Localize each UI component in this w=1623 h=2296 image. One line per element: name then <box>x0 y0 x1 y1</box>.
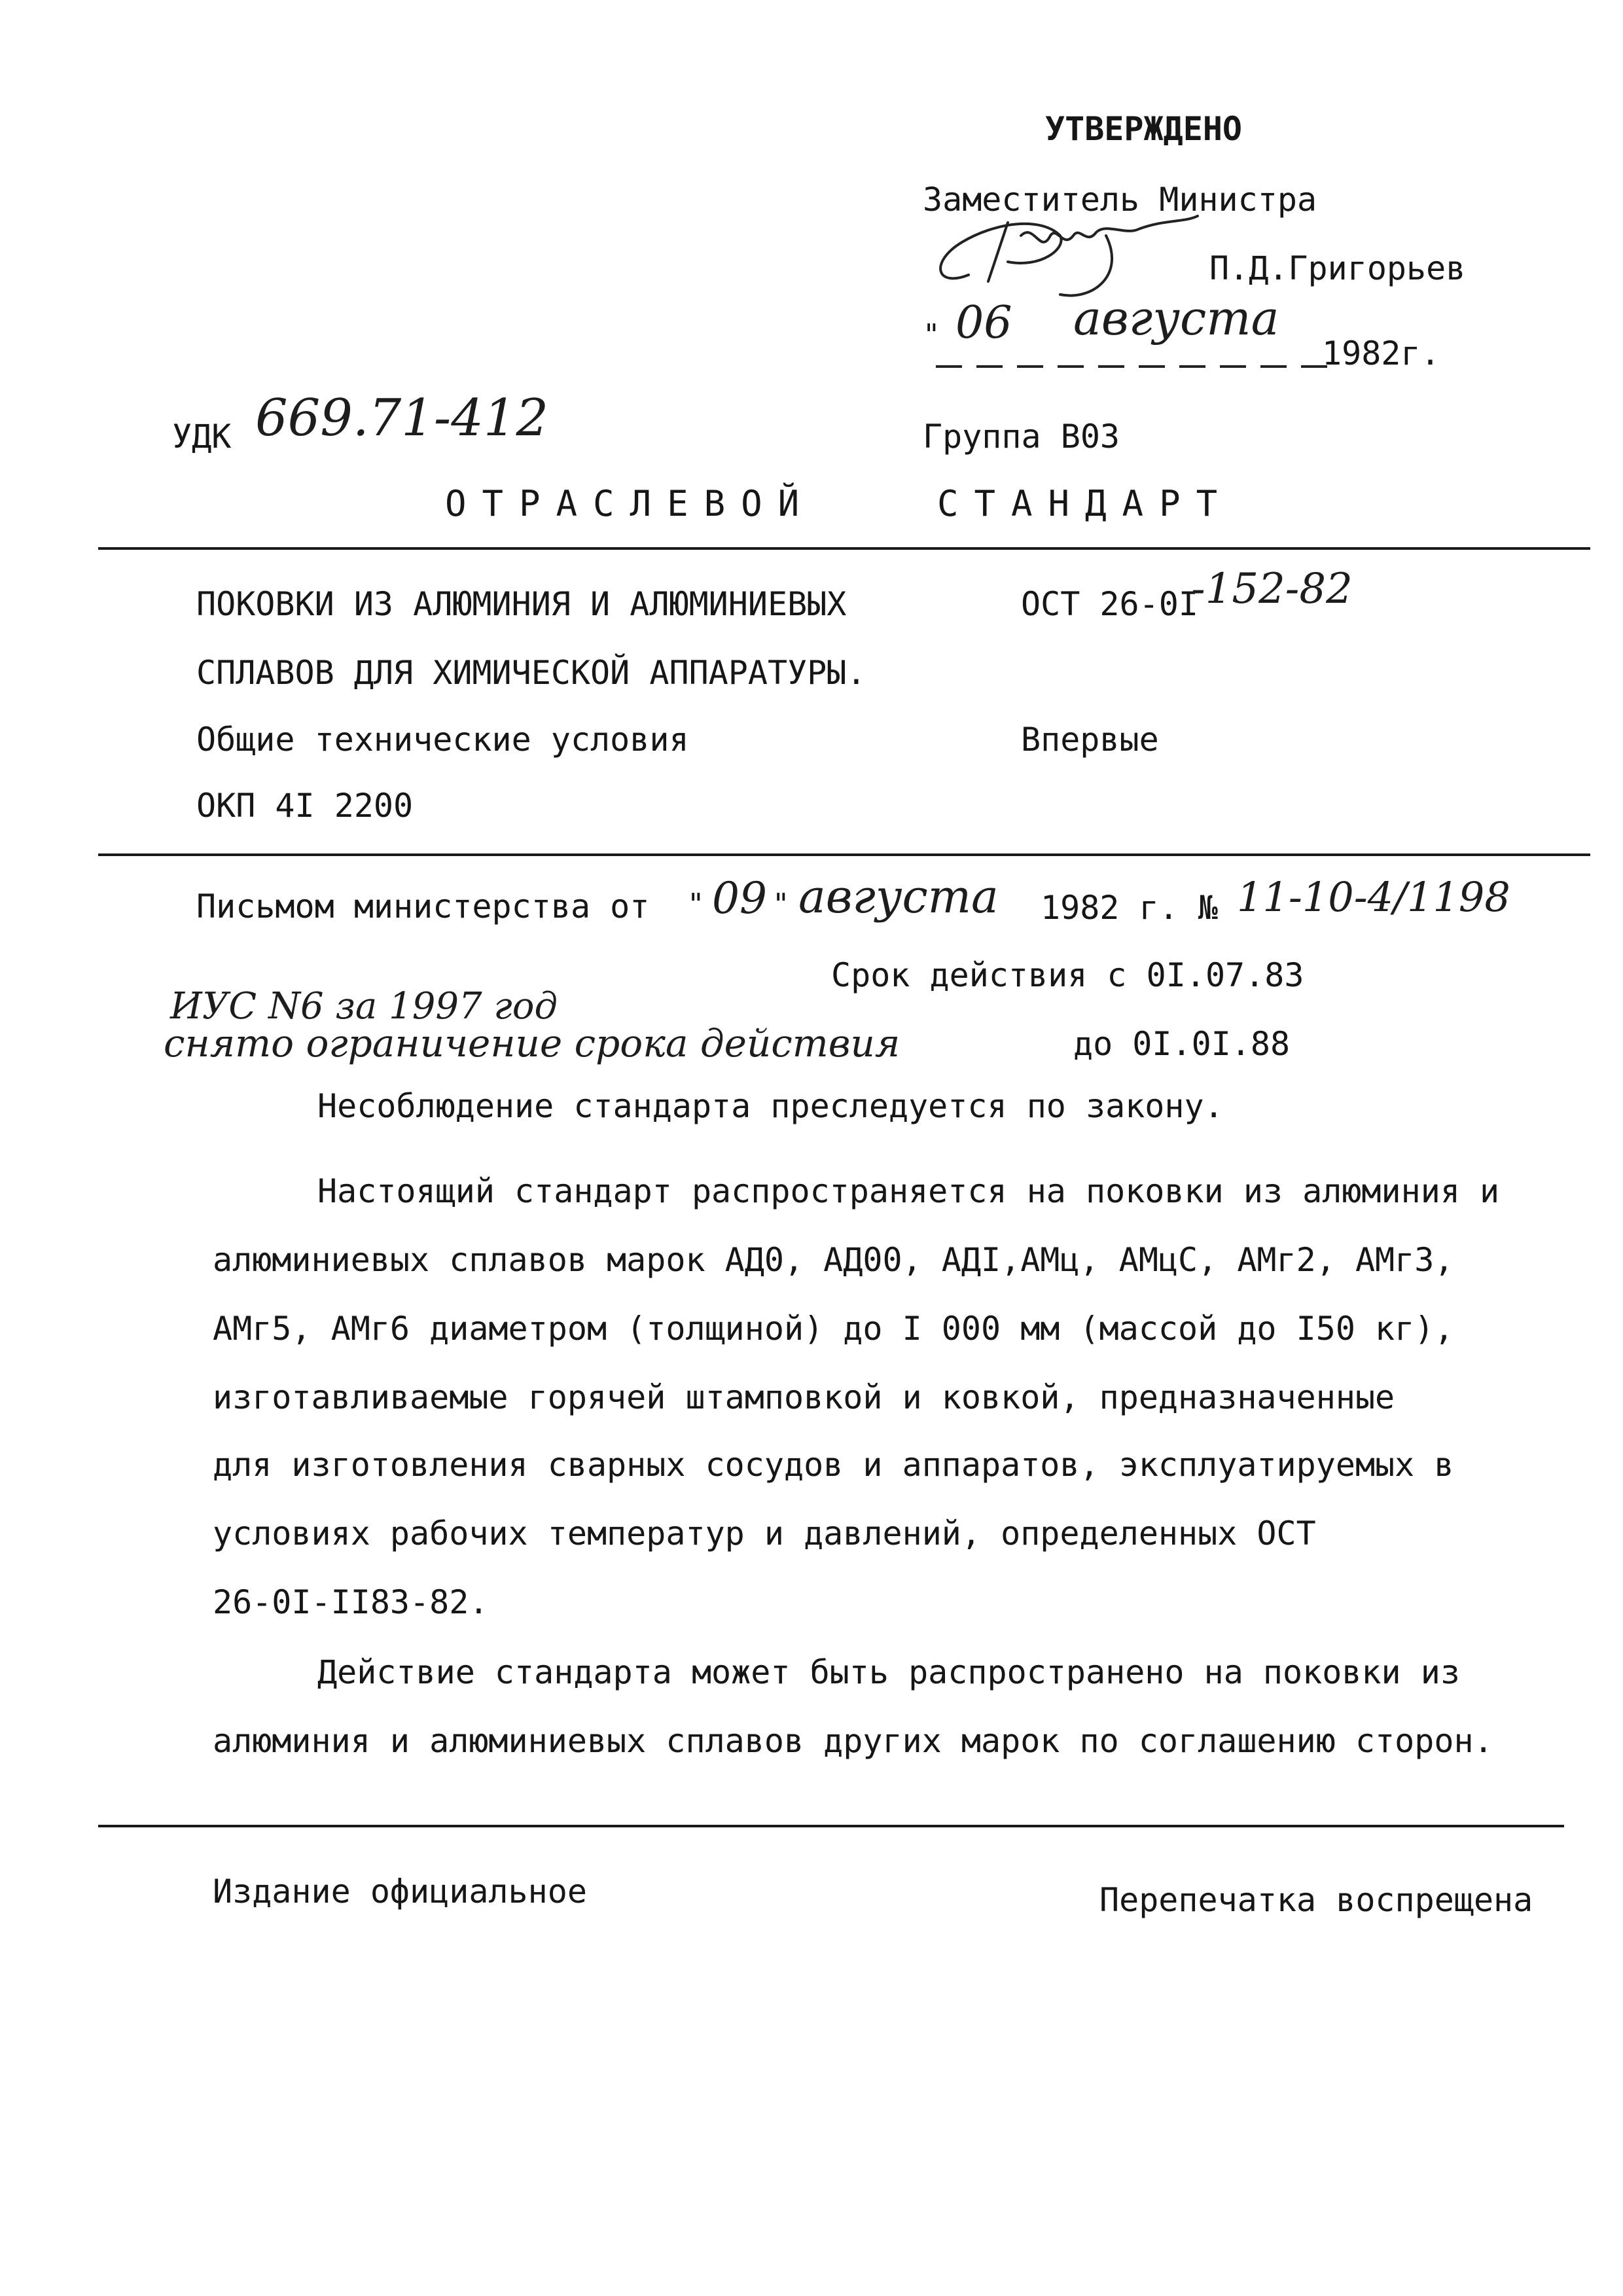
ost-number: -152-82 <box>1191 565 1353 613</box>
footer-reprint-prohibited: Перепечатка воспрещена <box>1099 1881 1533 1919</box>
law-notice: Несоблюдение стандарта преследуется по закону. <box>317 1087 1224 1125</box>
change-note-line-2: снято ограничение срока действия <box>164 1021 901 1066</box>
top-rule <box>98 547 1590 550</box>
approval-date-day: 06 <box>955 297 1012 349</box>
first-time-label: Впервые <box>1021 721 1159 759</box>
date-underline <box>936 363 1329 370</box>
letter-month: августа <box>798 870 999 924</box>
bottom-rule <box>98 1825 1564 1827</box>
letter-quote-2: " <box>772 888 790 921</box>
paragraph-1-line: АМг5, АМг6 диаметром (толщиной) до I 000 мм (массой до I50 кг), <box>213 1310 1454 1348</box>
paragraph-1-line: изготавливаемые горячей штамповкой и ковкой, предназначенные <box>213 1378 1395 1416</box>
group-code: Группа В03 <box>923 418 1120 456</box>
date-open-quote: " <box>923 318 940 351</box>
paragraph-2-line: алюминия и алюминиевых сплавов других марок по соглашению сторон. <box>213 1722 1493 1760</box>
okp-code: ОКП 4I 2200 <box>196 787 414 825</box>
header-left: ОТРАСЛЕВОЙ <box>445 483 815 524</box>
paragraph-1-line: 26-0I-II83-82. <box>213 1583 489 1621</box>
change-note-line-1: ИУС N6 за 1997 год <box>170 985 558 1028</box>
paragraph-1-line: для изготовления сварных сосудов и аппаратов, эксплуатируемых в <box>213 1446 1454 1484</box>
paragraph-1-line: условиях рабочих температур и давлений, определенных ОСТ <box>213 1515 1316 1552</box>
udk-value: 669.71-412 <box>255 389 549 448</box>
approver-name: П.Д.Григорьев <box>1209 249 1466 287</box>
header-right: СТАНДАРТ <box>937 483 1234 524</box>
title-line-3: Общие технические условия <box>196 721 689 759</box>
letter-year: 1982 г. № <box>1041 889 1218 927</box>
udk-label: УДК <box>172 418 232 456</box>
middle-rule <box>98 853 1590 856</box>
title-line-1: ПОКОВКИ ИЗ АЛЮМИНИЯ И АЛЮМИНИЕВЫХ <box>196 585 847 623</box>
paragraph-2-line: Действие стандарта может быть распространено на поковки из <box>317 1653 1460 1691</box>
letter-number: 11-10-4/1198 <box>1237 873 1510 921</box>
approval-title: УТВЕРЖДЕНО <box>1045 110 1243 148</box>
paragraph-1-line: алюминиевых сплавов марок АД0, АД00, АДI,АМц, АМцС, АМг2, АМг3, <box>213 1241 1454 1279</box>
approval-position: Заместитель Министра <box>923 181 1317 219</box>
validity-from: Срок действия с 0I.07.83 <box>831 956 1304 994</box>
paragraph-1-line: Настоящий стандарт распространяется на поковки из алюминия и <box>317 1172 1500 1210</box>
letter-quote-1: " <box>687 888 705 921</box>
approval-date-year: 1982г. <box>1322 334 1440 372</box>
letter-prefix: Письмом министерства от <box>196 888 650 925</box>
validity-to: до 0I.0I.88 <box>1073 1025 1291 1063</box>
ost-prefix: ОСТ 26-0I <box>1021 585 1198 623</box>
letter-day: 09 <box>712 873 767 924</box>
footer-official-edition: Издание официальное <box>213 1873 587 1910</box>
title-line-2: СПЛАВОВ ДЛЯ ХИМИЧЕСКОЙ АППАРАТУРЫ. <box>196 654 866 692</box>
approval-date-month: августа <box>1073 291 1279 346</box>
